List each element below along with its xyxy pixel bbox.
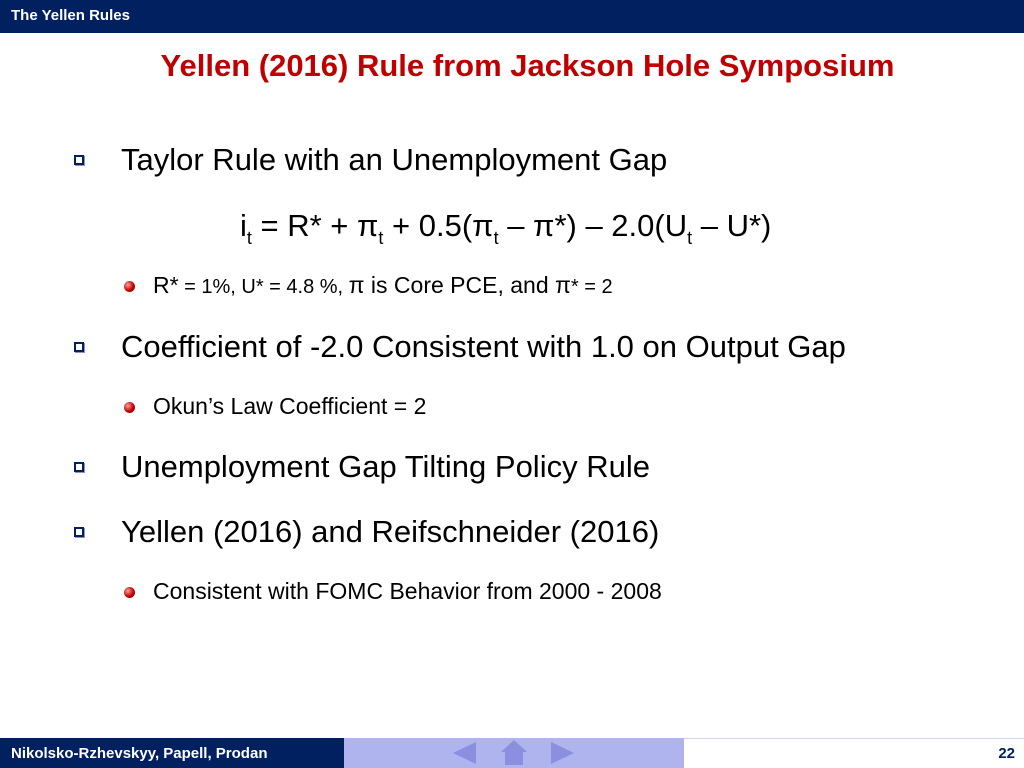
bullet-text: Taylor Rule with an Unemployment Gap [121,142,668,177]
ball-bullet-icon [124,587,135,598]
footer-nav-bar [344,738,684,768]
footer-authors: Nikolsko-Rzhevskyy, Papell, Prodan [11,745,268,762]
bullet-text: Yellen (2016) and Reifschneider (2016) [121,514,660,549]
square-bullet-icon [74,155,84,165]
bullet-coefficient [0,327,1024,371]
square-bullet-icon [74,527,84,537]
header-title: The Yellen Rules [11,7,130,24]
ball-bullet-icon [124,281,135,292]
square-bullet-icon [74,342,84,352]
right-arrow-icon[interactable] [548,738,576,768]
bullet-params [0,272,1024,302]
footer-authors-bar [0,738,344,768]
header-bar [0,0,1024,33]
footer-page-area [684,738,1024,768]
ball-bullet-icon [124,402,135,413]
bullet-yellen-reif [0,512,1024,556]
taylor-equation: $i_t = R* + \pi_t + 0.5(\pi_t - \pi*) - 2.0(U_t - U*)$ [240,208,772,248]
slide-title: Yellen (2016) Rule from Jackson Hole Symposium [160,48,895,83]
bullet-text: Coefficient of -2.0 Consistent with 1.0 on Output Gap [121,329,846,364]
bullet-taylor-rule [0,140,1024,184]
bullet-fomc [0,578,1024,608]
home-icon[interactable] [499,738,529,768]
bullet-okun [0,393,1024,423]
bullet-tilting [0,447,1024,491]
bullet-text: Consistent with FOMC Behavior from 2000 - 2008 [153,578,662,604]
bullet-text: Okun’s Law Coefficient = 2 [153,393,427,419]
left-arrow-icon[interactable] [451,738,479,768]
square-bullet-icon [74,462,84,472]
bullet-text: R* = 1%, U* = 4.8 %, π is Core PCE, and π* = 2 [153,272,613,298]
page-number: 22 [998,745,1015,762]
bullet-text: Unemployment Gap Tilting Policy Rule [121,449,650,484]
